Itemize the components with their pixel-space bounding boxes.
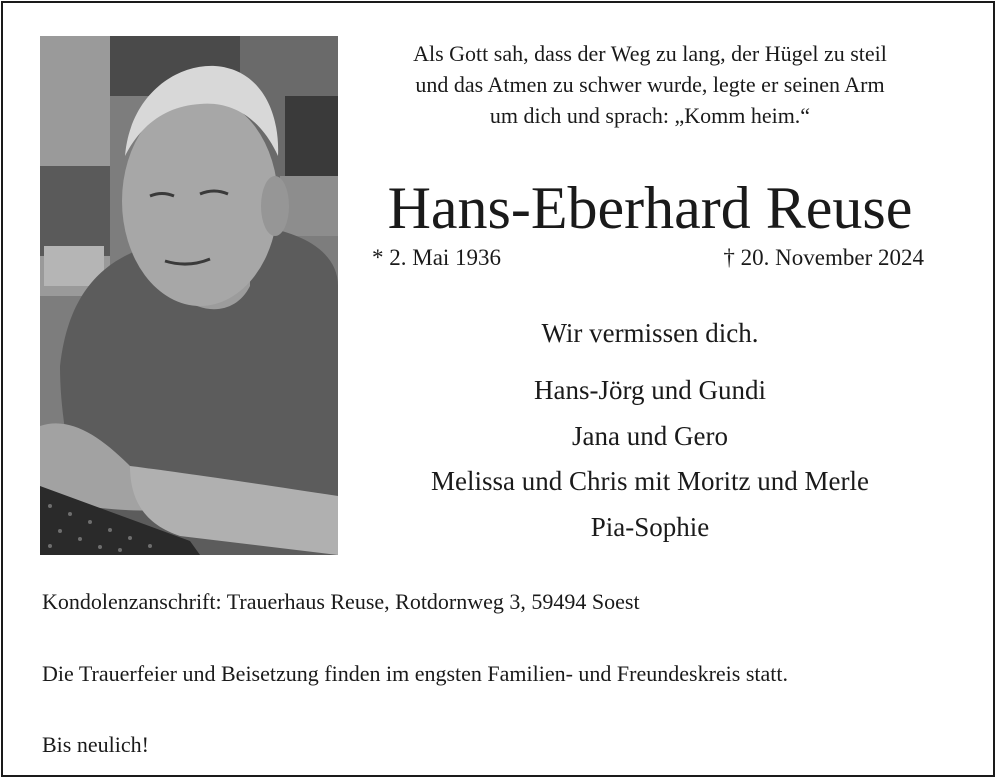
mourner-entry: Jana und Gero (572, 420, 728, 451)
mourner-entry: Hans-Jörg und Gundi (534, 375, 766, 405)
quote-line: Als Gott sah, dass der Weg zu lang, der Hügel zu steil (413, 41, 887, 66)
farewell-text: Bis neulich! (42, 732, 149, 757)
portrait-image (40, 36, 338, 555)
deceased-name: Hans-Eberhard Reuse (387, 175, 913, 241)
mourner-entry: Melissa und Chris mit Moritz und Merle (431, 466, 869, 496)
quote-verse (345, 38, 955, 131)
birth-date: * 2. Mai 1936 (372, 245, 502, 270)
quote-line: und das Atmen zu schwer wurde, legte er seinen Arm (415, 72, 885, 97)
quote-line: um dich und sprach: „Komm heim.“ (489, 103, 811, 128)
closing-line: Wir vermissen dich. (541, 318, 759, 348)
condolence-address: Kondolenzanschrift: Trauerhaus Reuse, Rotdornweg 3, 59494 Soest (42, 589, 640, 614)
mourners-list (345, 371, 955, 553)
death-date: † 20. November 2024 (723, 245, 924, 270)
life-dates (372, 243, 924, 273)
ceremony-note: Die Trauerfeier und Beisetzung finden im engsten Familien- und Freundeskreis statt. (42, 661, 789, 686)
mourner-entry: Pia-Sophie (590, 511, 710, 542)
portrait-photo (40, 36, 338, 555)
